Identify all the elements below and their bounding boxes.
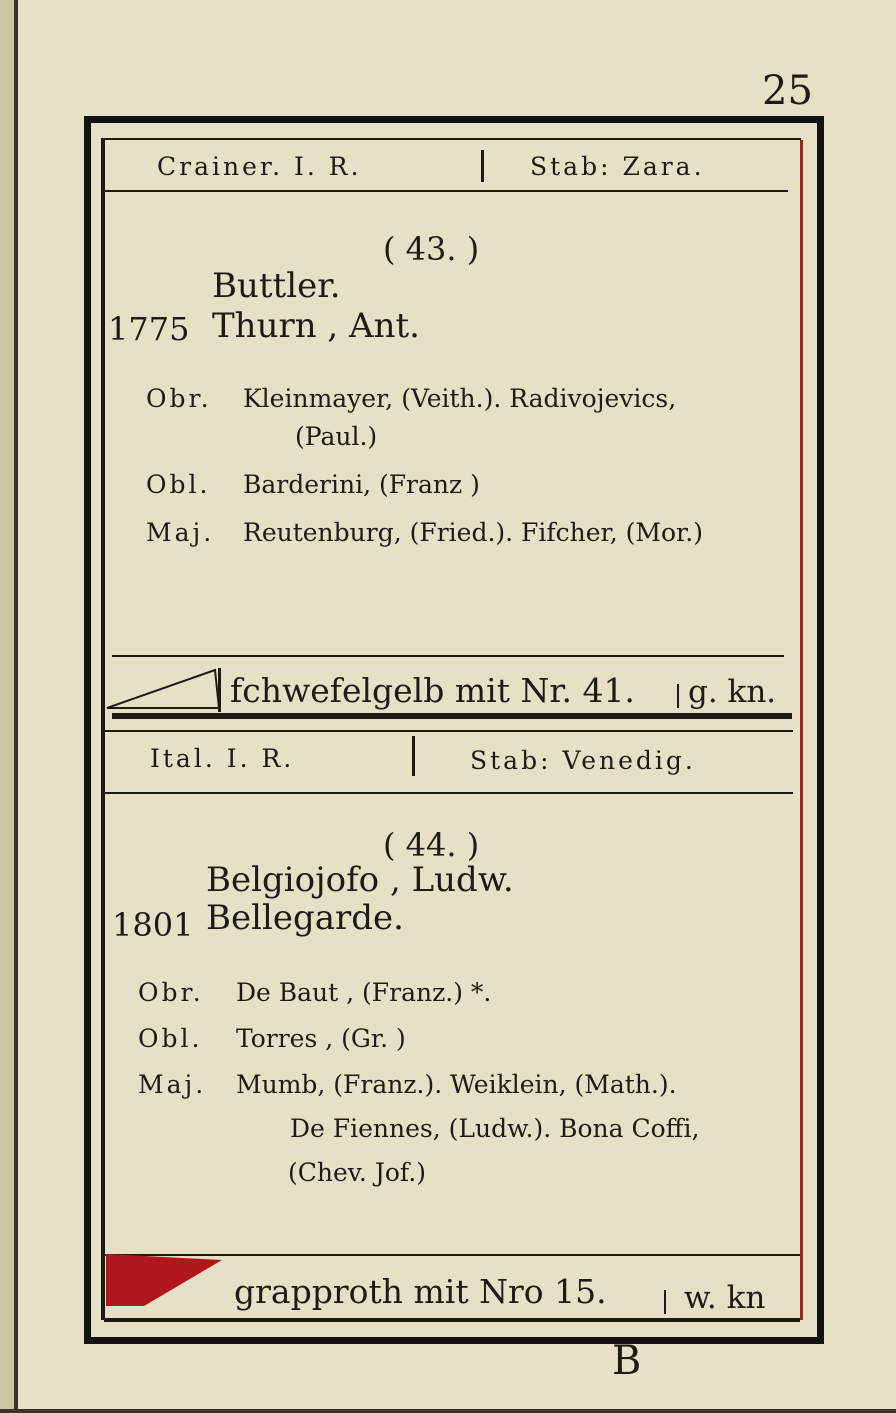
spine-edge: [14, 0, 18, 1413]
regiment-44-name: Ital. I. R.: [150, 744, 295, 773]
page-number: 25: [762, 68, 813, 114]
rule-below-header: [101, 190, 788, 192]
officer-rank: Obl.: [146, 470, 211, 499]
frame-inner-right-red: [800, 140, 803, 1320]
regiment-44-station: Stab: Venedig.: [470, 746, 696, 775]
uniform-color-swatch-yellow: [105, 658, 227, 714]
officer-line: Mumb, (Franz.). Weiklein, (Math.).: [236, 1070, 677, 1099]
officer-line: Torres , (Gr. ): [236, 1024, 406, 1053]
officer-rank: Maj.: [146, 518, 215, 547]
regiment-44-number: ( 44. ): [383, 826, 480, 864]
officer-line: Kleinmayer, (Veith.). Radivojevics,: [243, 384, 677, 413]
rule-top: [101, 730, 793, 732]
signature-mark: B: [612, 1338, 642, 1384]
regiment-44-former-owner: Belgiojofo , Ludw.: [206, 860, 514, 900]
officer-rank: Obr.: [146, 384, 212, 413]
regiment-43-owner: Thurn , Ant.: [212, 306, 420, 346]
uniform-color-swatch-red: [104, 1250, 228, 1308]
rule-bottom: [104, 1318, 800, 1322]
regiment-43-year: 1775: [108, 310, 190, 348]
officer-line: De Baut , (Franz.) *.: [236, 978, 492, 1007]
bottom-edge: [0, 1409, 896, 1413]
officer-line: Reutenburg, (Fried.). Fifcher, (Mor.): [243, 518, 703, 547]
officer-rank: Maj.: [138, 1070, 207, 1099]
officer-rank: Obl.: [138, 1024, 203, 1053]
rule-top: [101, 138, 801, 140]
regiment-43-station: Stab: Zara.: [530, 152, 705, 181]
rule-below-header: [101, 792, 793, 794]
rule-above-uniform: [112, 655, 784, 657]
regiment-44-owner: Bellegarde.: [206, 898, 404, 938]
regiment-43-name: Crainer. I. R.: [157, 152, 362, 181]
header-divider: [481, 150, 484, 182]
officer-rank: Obr.: [138, 978, 204, 1007]
officer-line: Barderini, (Franz ): [243, 470, 480, 499]
regiment-43-former-owner: Buttler.: [212, 266, 341, 306]
regiment-43-buttons: g. kn.: [688, 674, 777, 710]
regiment-44-facing-color: grapproth mit Nro 15.: [234, 1272, 607, 1311]
regiment-44-buttons: w. kn: [684, 1280, 766, 1316]
buttons-divider: [664, 1290, 666, 1314]
regiment-43-number: ( 43. ): [383, 230, 480, 268]
regiment-44-year: 1801: [112, 906, 194, 944]
officer-line: De Fiennes, (Ludw.). Bona Coffi,: [290, 1114, 700, 1143]
rule-thick-divider: [112, 713, 792, 719]
uniform-divider: [218, 668, 221, 712]
officer-line: (Chev. Jof.): [288, 1158, 426, 1187]
regiment-43-facing-color: fchwefelgelb mit Nr. 41.: [230, 671, 635, 710]
buttons-divider: [677, 684, 679, 708]
header-divider: [412, 736, 415, 776]
officer-line: (Paul.): [295, 422, 378, 451]
book-spine: [0, 0, 14, 1413]
